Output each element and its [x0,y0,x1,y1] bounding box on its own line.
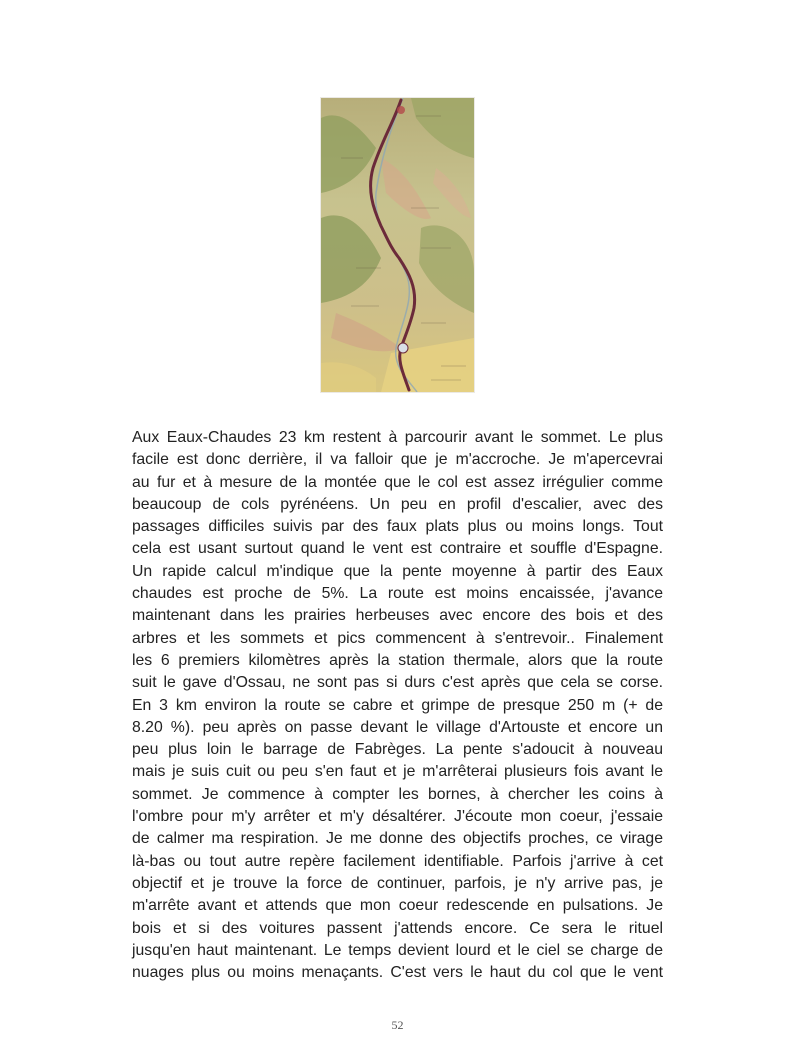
text-line: de calmer ma respiration. Je me donne des objectifs proches, ce virage [132,830,663,848]
route-map-image [321,98,474,392]
text-line: jusqu'en haut maintenant. Le temps devient lourd et le ciel se charge de [132,941,663,959]
text-line: facile est donc derrière, il va falloir que je m'accroche. Je m'apercevrai [132,451,663,469]
text-line: suit le gave d'Ossau, ne sont pas si durs c'est après que cela se corse. [132,674,663,692]
text-line: bois et si des voitures passent j'attends encore. Ce sera le rituel [132,919,663,937]
text-line: maintenant dans les prairies herbeuses avec encore des bois et des [132,607,663,625]
text-line: peu plus loin le barrage de Fabrèges. La pente s'adoucit à nouveau [132,741,663,759]
text-line: sommet. Je commence à compter les bornes, à chercher les coins à [132,785,663,803]
text-line: les 6 premiers kilomètres après la station thermale, alors que la route [132,651,663,669]
text-line: objectif et je trouve la force de continuer, parfois, je n'y arrive pas, je [132,874,663,892]
text-line: Aux Eaux-Chaudes 23 km restent à parcourir avant le sommet. Le plus [132,429,663,446]
text-line: l'ombre pour m'y arrêter et m'y désaltérer. J'écoute mon coeur, j'essaie [132,808,663,826]
text-line: En 3 km environ la route se cabre et grimpe de presque 250 m (+ de [132,696,663,714]
page-number: 52 [391,1018,404,1032]
text-line: chaudes est proche de 5%. La route est moins encaissée, j'avance [132,585,663,603]
map-illustration [321,98,474,392]
text-line: passages difficiles suivis par des faux plats plus ou moins longs. Tout [132,518,663,536]
body-paragraph [132,427,663,984]
text-line: arbres et les sommets et pics commencent à s'entrevoir.. Finalement [132,629,663,647]
text-line: cela est usant surtout quand le vent est contraire et souffle d'Espagne. [132,540,663,558]
text-line: au fur et à mesure de la montée que le col est assez irrégulier comme [132,473,663,491]
text-line: m'arrête avant et attends que mon coeur redescende en pulsations. Je [132,897,663,915]
text-line: là-bas ou tout autre repère facilement identifiable. Parfois j'arrive à cet [132,852,663,870]
text-line: mais je suis cuit ou peu s'en faut et je m'arrêterai plusieurs fois avant le [132,763,663,781]
text-line: nuages plus ou moins menaçants. C'est vers le haut du col que le vent [132,964,663,982]
text-line: beaucoup de cols pyrénéens. Un peu en profil d'escalier, avec des [132,495,663,513]
lake-marker [398,343,408,353]
town-marker [397,106,405,114]
text-line: 8.20 %). peu après on passe devant le village d'Artouste et encore un [132,718,663,736]
text-line: Un rapide calcul m'indique que la pente moyenne à partir des Eaux [132,562,663,580]
